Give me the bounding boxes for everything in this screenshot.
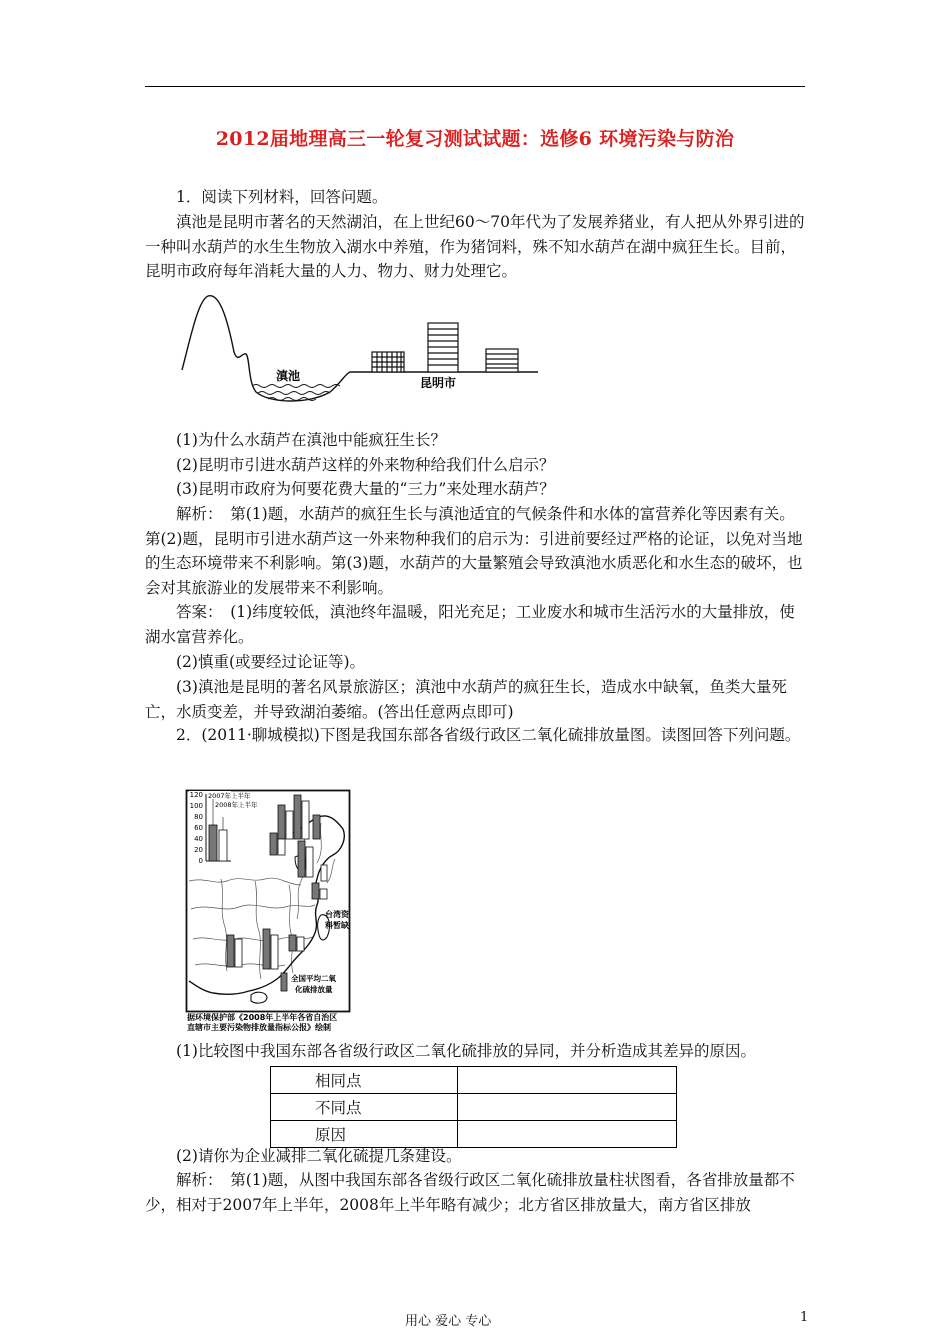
table-row (271, 1094, 677, 1121)
tick-60: 60 (194, 824, 203, 832)
so2-emission-map (185, 789, 361, 1031)
map-source-line2: 直辖市主要污染物排放量指标公报》绘制 (187, 1023, 331, 1031)
bar-2007 (313, 815, 320, 839)
legend-2008-label: 2008年上半年 (215, 801, 258, 809)
q1-sub1: (1)为什么水葫芦在滇池中能疯狂生长？ (176, 431, 446, 449)
header-rule (145, 86, 805, 87)
national-avg-line2: 化硫排放量 (295, 985, 333, 994)
tick-80: 80 (194, 813, 203, 821)
bar-2008 (321, 865, 327, 881)
page-number: 1 (800, 1310, 809, 1325)
building-left (372, 352, 404, 372)
answer-table (270, 1066, 677, 1148)
row-label-same: 相同点 (271, 1067, 458, 1094)
q1-answer2: (2)慎重(或要经过论证等)。 (176, 653, 366, 671)
tick-20: 20 (194, 846, 203, 854)
row-label-reason: 原因 (271, 1121, 458, 1148)
building-right (486, 349, 518, 372)
q1-material: 滇池是昆明市著名的天然湖泊，在上世纪60～70年代为了发展养猪业，有人把从外界引进的一种叫水葫芦的水生生物放入湖水中养殖，作为猪饲料，殊不知水葫芦在湖中疯狂生长。目前，昆明市政府每年消耗大量的人力、物力、财力处理它。 (145, 213, 805, 280)
q2-sub1: (1)比较图中我国东部各省级行政区二氧化硫排放的异同，并分析造成其差异的原因。 (176, 1042, 756, 1060)
national-avg-line1: 全国平均二氧 (291, 974, 336, 983)
dianchi-kunming-figure (180, 292, 540, 414)
tick-40: 40 (194, 835, 203, 843)
legend-2007-label: 2007年上半年 (208, 792, 251, 800)
q1-answer1: 答案： (1)纬度较低，滇池终年温暖，阳光充足；工业废水和城市生活污水的大量排放，使湖水富营养化。 (145, 603, 795, 646)
q1-analysis: 解析： 第(1)题，水葫芦的疯狂生长与滇池适宜的气候条件和水体的富营养化等因素有关。第(2)题，昆明市引进水葫芦这一外来物种我们的启示为：引进前要经过严格的论证，以免对当地的生态环境带来不利影响。第(3)题，水葫芦的大量繁殖会导致滇池水质恶化和水生态的破坏，也会对其旅游业的发展带来不利影响。 (145, 505, 803, 597)
bar-2008 (271, 935, 278, 969)
taiwan-note-line2: 料暂缺 (325, 921, 349, 930)
bar-2007 (227, 935, 234, 967)
q1-intro: 1．阅读下列材料，回答问题。 (176, 188, 388, 206)
q2-sub2: (2)请你为企业减排二氧化硫提几条建设。 (176, 1147, 462, 1165)
building-tall (428, 323, 458, 372)
bar-2008 (278, 839, 285, 855)
legend-bar-2007 (209, 825, 217, 861)
bar-2007 (270, 833, 277, 855)
city-label: 昆明市 (420, 376, 457, 390)
q1-sub2: (2)昆明市引进水葫芦这样的外来物种给我们什么启示？ (176, 456, 555, 474)
table-row (271, 1067, 677, 1094)
q2-analysis: 解析： 第(1)题，从图中我国东部各省级行政区二氧化硫排放量柱状图看，各省排放量都不少，相对于2007年上半年，2008年上半年略有减少；北方省区排放量大，南方省区排放 (145, 1171, 795, 1214)
row-label-diff: 不同点 (271, 1094, 458, 1121)
lake-label: 滇池 (276, 369, 301, 383)
bar-2008 (286, 811, 293, 839)
bar-2008 (320, 889, 327, 899)
q1-sub3: (3)昆明市政府为何要花费大量的“三力”来处理水葫芦？ (176, 480, 555, 498)
tick-120: 120 (189, 791, 203, 799)
bar-2007 (298, 841, 305, 877)
bar-2007 (278, 805, 285, 839)
tick-100: 100 (189, 802, 203, 810)
bar-2007 (294, 795, 301, 839)
bar-2007 (263, 929, 270, 969)
taiwan-note-line1: 台湾资 (325, 910, 349, 919)
bar-2007 (312, 883, 319, 899)
bar-2007 (281, 973, 287, 991)
answer-cell-same[interactable] (458, 1067, 677, 1094)
tick-0: 0 (198, 857, 203, 865)
lake-water (252, 385, 340, 401)
answer-cell-diff[interactable] (458, 1094, 677, 1121)
bar-2008 (302, 801, 309, 839)
q1-answer3: (3)滇池是昆明的著名风景旅游区；滇池中水葫芦的疯狂生长，造成水中缺氧，鱼类大量死亡，水质变差，并导致湖泊萎缩。(答出任意两点即可) (145, 678, 787, 721)
map-source-line1: 据环境保护部《2008年上半年各省自治区 (187, 1013, 338, 1022)
page-title: 2012届地理高三一轮复习测试试题：选修6 环境污染与防治 (215, 128, 735, 150)
bar-2008 (297, 937, 304, 951)
bar-2008 (306, 847, 313, 877)
legend-bar-2008 (219, 830, 227, 861)
bar-2008 (235, 939, 242, 967)
bar-2007 (289, 935, 296, 951)
footer-slogan: 用心 爱心 专心 (405, 1314, 492, 1329)
q2-intro: 2．(2011·聊城模拟)下图是我国东部各省级行政区二氧化硫排放量图。读图回答下列问题。 (176, 726, 801, 744)
